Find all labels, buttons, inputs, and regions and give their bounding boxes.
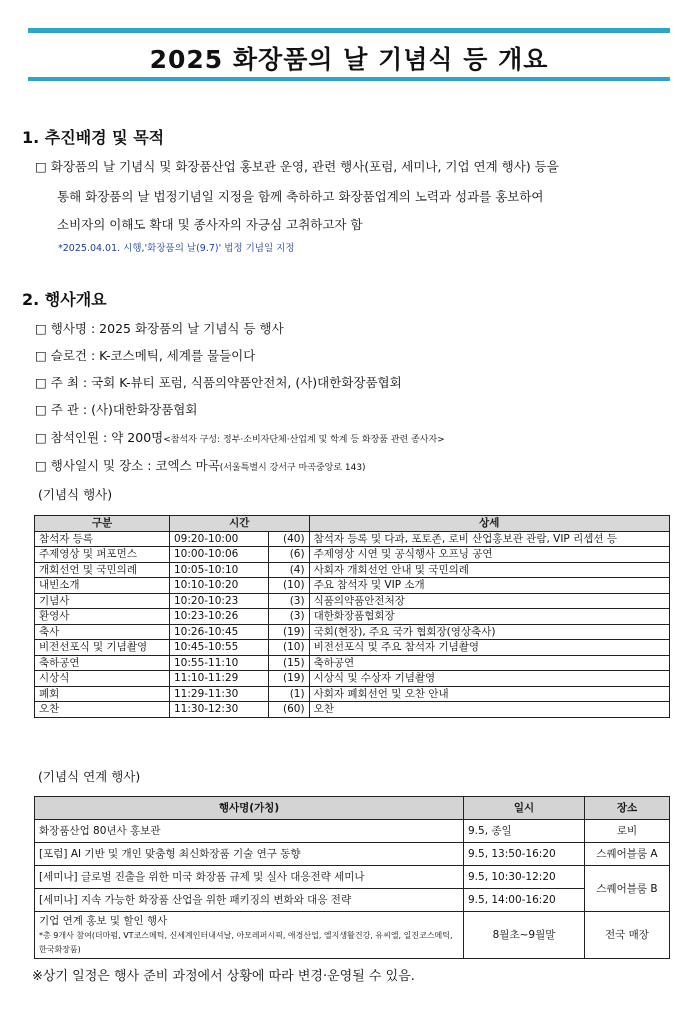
detail-cell: 주제영상 시연 및 공식행사 오프닝 공연 [309,547,669,563]
table-row [35,866,670,889]
detail-cell: 참석자 등록 및 다과, 포토존, 로비 산업홍보관 관람, VIP 리셉션 등 [309,531,669,547]
footer-notice: ※상기 일정은 행사 준비 과정에서 상황에 따라 변경·운영될 수 있음. [32,969,415,984]
minutes-cell: (10) [268,578,309,594]
event-name-cell: [세미나] 글로벌 진출을 위한 미국 화장품 규제 및 실사 대응전략 세미나 [35,866,464,889]
section-heading-purpose: 1. 추진배경 및 목적 [22,128,165,147]
category-cell: 축사 [35,624,170,640]
overview-item-event-name: □ 행사명 : 2025 화장품의 날 기념식 등 행사 [35,321,284,336]
category-cell: 축하공연 [35,655,170,671]
table-row [35,578,670,594]
table-row [35,547,670,563]
purpose-note: *2025.04.01. 시행,'화장품의 날(9.7)' 법정 기념일 지정 [58,243,295,254]
title-top-rule [28,28,670,33]
time-cell: 11:10-11:29 [170,671,269,687]
time-cell: 10:26-10:45 [170,624,269,640]
table-row [35,889,670,912]
minutes-cell: (19) [268,671,309,687]
table-row [35,820,670,843]
minutes-cell: (1) [268,686,309,702]
time-cell: 10:20-10:23 [170,593,269,609]
detail-cell: 사회자 개회선언 안내 및 국민의례 [309,562,669,578]
minutes-cell: (60) [268,702,309,718]
category-cell: 폐회 [35,686,170,702]
detail-cell: 오찬 [309,702,669,718]
event-name-cell: [세미나] 지속 가능한 화장품 산업을 위한 패키징의 변화와 대응 전략 [35,889,464,912]
time-cell: 10:05-10:10 [170,562,269,578]
event-date-cell: 9.5, 종일 [464,820,585,843]
purpose-line-1: □ 화장품의 날 기념식 및 화장품산업 홍보관 운영, 관련 행사(포럼, 세미나, 기업 연계 행사) 등을 [35,159,559,174]
purpose-line-2: 통해 화장품의 날 법정기념일 지정을 함께 축하하고 화장품업계의 노력과 성과를 홍보하여 [57,189,544,204]
minutes-cell: (19) [268,624,309,640]
event-date-cell: 8월초~9월말 [464,912,585,959]
time-cell: 11:29-11:30 [170,686,269,702]
category-cell: 기념사 [35,593,170,609]
minutes-cell: (10) [268,640,309,656]
event-place-cell: 스퀘어블룸 A [585,843,670,866]
minutes-cell: (40) [268,531,309,547]
table-header-row [35,797,670,820]
event-name: 기업 연계 홍보 및 할인 행사 [39,915,168,927]
event-name-cell: 화장품산업 80년사 홍보관 [35,820,464,843]
related-events-table-label: (기념식 연계 행사) [38,769,141,784]
col-header-date: 일시 [464,797,585,820]
event-date-cell: 9.5, 13:50-16:20 [464,843,585,866]
category-cell: 시상식 [35,671,170,687]
ceremony-schedule-table [34,515,670,718]
event-date-cell: 9.5, 14:00-16:20 [464,889,585,912]
time-cell: 10:45-10:55 [170,640,269,656]
table-row [35,531,670,547]
table-row [35,624,670,640]
col-header-time: 시간 [170,516,310,532]
ceremony-table-label: (기념식 행사) [38,487,113,502]
table-row [35,562,670,578]
minutes-cell: (3) [268,609,309,625]
event-participants-note: *총 9개사 참여(더마펌, VT코스메틱, 신세계인터내셔날, 아모레퍼시픽, 애경산업, 엘지생활건강, 유씨엘, 일진코스메틱, 한국화장품) [39,931,453,954]
detail-cell: 사회자 폐회선언 및 오찬 안내 [309,686,669,702]
detail-cell: 대한화장품협회장 [309,609,669,625]
category-cell: 내빈소개 [35,578,170,594]
minutes-cell: (15) [268,655,309,671]
event-name-cell: [포럼] AI 기반 및 개인 맞춤형 최신화장품 기술 연구 동향 [35,843,464,866]
time-cell: 10:00-10:06 [170,547,269,563]
minutes-cell: (4) [268,562,309,578]
table-row [35,912,670,959]
detail-cell: 식품의약품안전처장 [309,593,669,609]
detail-cell: 축하공연 [309,655,669,671]
time-cell: 10:10-10:20 [170,578,269,594]
title-bottom-rule [28,77,670,81]
minutes-cell: (6) [268,547,309,563]
table-row [35,702,670,718]
detail-cell: 국회(현장), 주요 국가 협회장(영상축사) [309,624,669,640]
overview-item-attendees: □ 참석인원 : 약 200명<참석자 구성: 정부·소비자단체·산업계 및 학계 등 화장품 관련 종사자> [35,430,445,445]
category-cell: 비전선포식 및 기념촬영 [35,640,170,656]
event-date-cell: 9.5, 10:30-12:20 [464,866,585,889]
table-row [35,609,670,625]
category-cell: 환영사 [35,609,170,625]
overview-item-organizer: □ 주 관 : (사)대한화장품협회 [35,402,198,417]
table-row [35,671,670,687]
event-place-cell: 로비 [585,820,670,843]
col-header-detail: 상세 [309,516,669,532]
time-cell: 10:55-11:10 [170,655,269,671]
category-cell: 오찬 [35,702,170,718]
table-row [35,686,670,702]
related-events-table [34,796,670,959]
purpose-line-3: 소비자의 이해도 확대 및 종사자의 자긍심 고취하고자 함 [57,217,363,232]
event-place-cell: 스퀘어블룸 B [585,866,670,912]
category-cell: 참석자 등록 [35,531,170,547]
table-row [35,655,670,671]
event-name-cell [35,912,464,959]
overview-item-slogan: □ 슬로건 : K-코스메틱, 세계를 물들이다 [35,348,256,363]
table-row [35,593,670,609]
time-cell: 11:30-12:30 [170,702,269,718]
page-title: 2025 화장품의 날 기념식 등 개요 [149,45,549,74]
time-cell: 10:23-10:26 [170,609,269,625]
table-header-row [35,516,670,532]
table-row [35,843,670,866]
detail-cell: 시상식 및 수상자 기념촬영 [309,671,669,687]
col-header-event-name: 행사명(가칭) [35,797,464,820]
detail-cell: 비전선포식 및 주요 참석자 기념촬영 [309,640,669,656]
time-cell: 09:20-10:00 [170,531,269,547]
category-cell: 주제영상 및 퍼포먼스 [35,547,170,563]
col-header-place: 장소 [585,797,670,820]
overview-item-datetime-venue: □ 행사일시 및 장소 : 코엑스 마곡(서울특별시 강서구 마곡중앙로 143) [35,458,366,473]
col-header-category: 구분 [35,516,170,532]
minutes-cell: (3) [268,593,309,609]
section-heading-overview: 2. 행사개요 [22,290,107,309]
overview-item-host: □ 주 최 : 국회 K-뷰티 포럼, 식품의약품안전처, (사)대한화장품협회 [35,375,402,390]
table-row [35,640,670,656]
event-place-cell: 전국 매장 [585,912,670,959]
detail-cell: 주요 참석자 및 VIP 소개 [309,578,669,594]
category-cell: 개회선언 및 국민의례 [35,562,170,578]
